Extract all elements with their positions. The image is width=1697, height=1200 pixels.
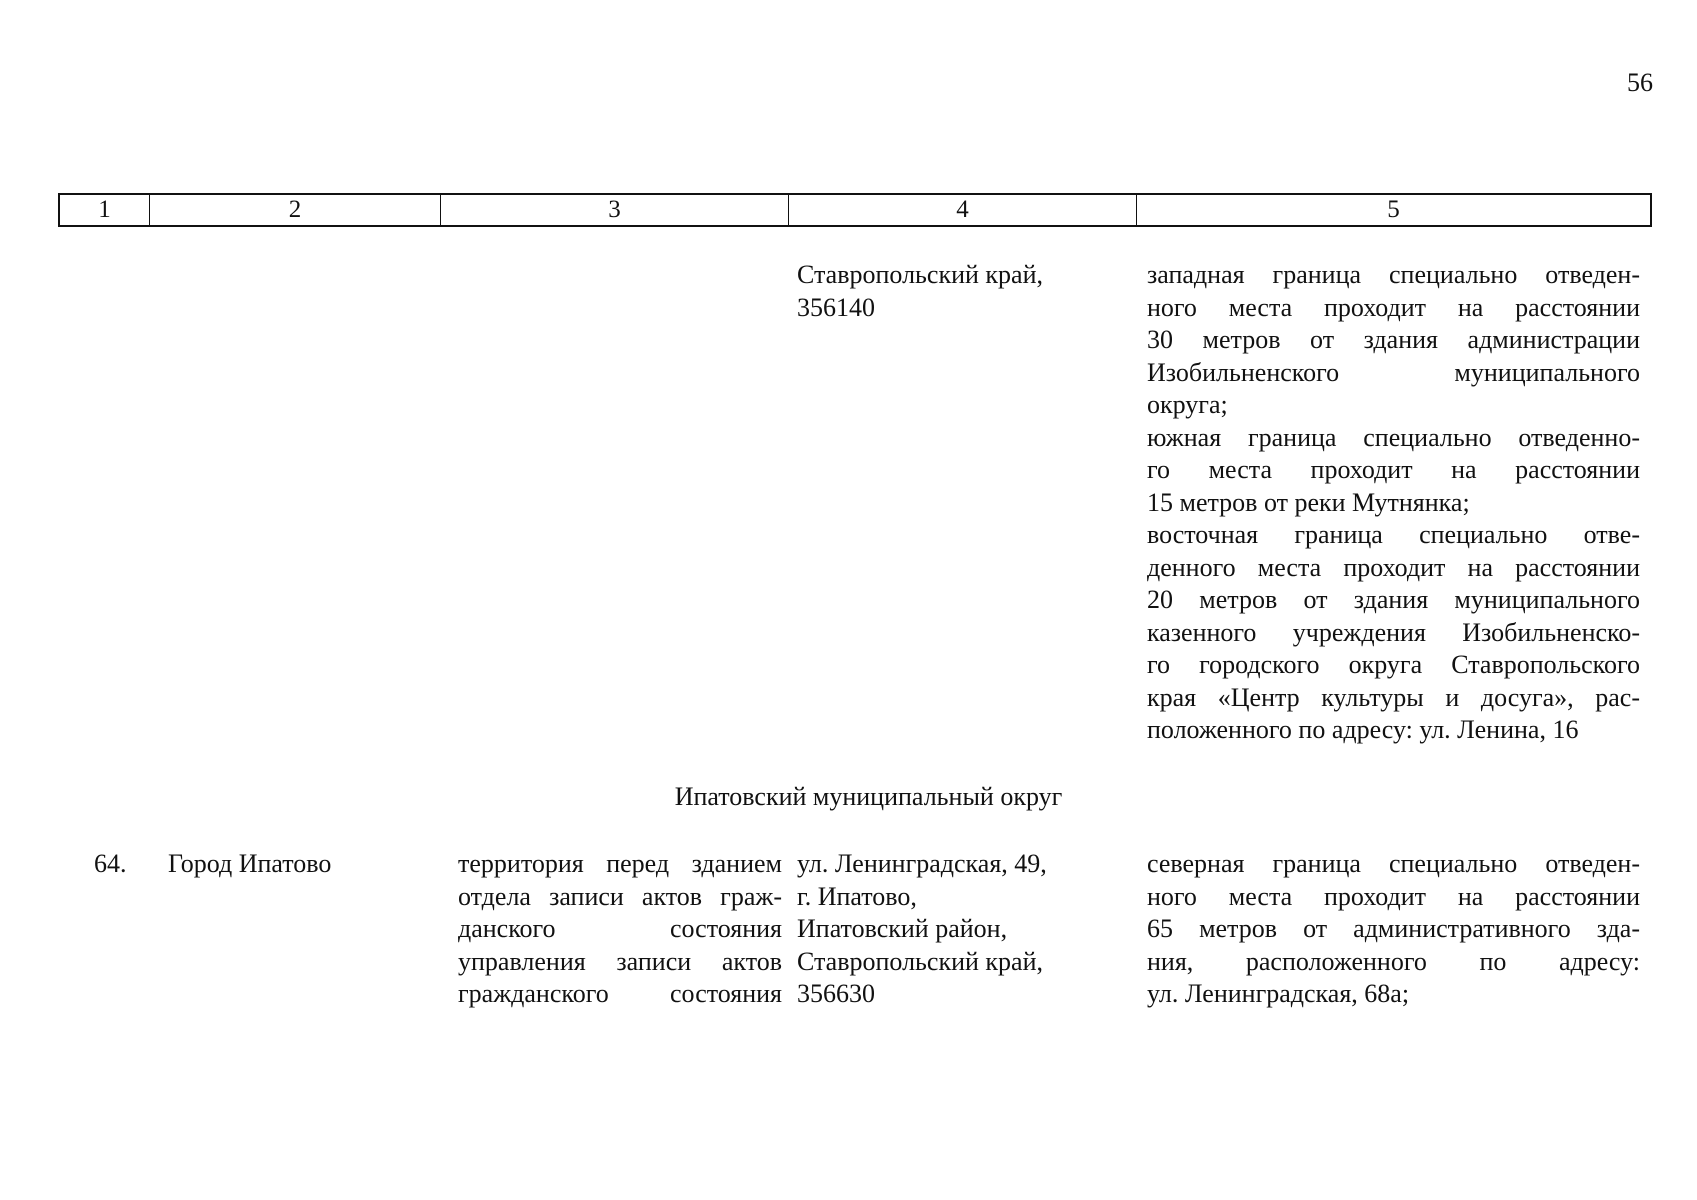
continued-row-address (797, 259, 1127, 324)
boundary-line: ул. Ленинградская, 68а; (1147, 979, 1410, 1008)
boundary-line: края «Центр культуры и досуга», рас- (1147, 682, 1640, 712)
boundary-line: южная граница специально отведенно- (1147, 422, 1640, 452)
page-number: 56 (1627, 68, 1653, 97)
boundary-line: денного места проходит на расстоянии (1147, 552, 1640, 582)
boundary-line: 15 метров от реки Мутнянка; (1147, 487, 1470, 517)
place-line: территория перед зданием (458, 849, 782, 878)
place-line: данского состояния (458, 914, 782, 943)
row-place-description (458, 848, 782, 1011)
column-header-3: 3 (441, 195, 789, 225)
boundary-line: округа; (1147, 390, 1228, 419)
boundary-line: казенного учреждения Изобильненско- (1147, 617, 1640, 647)
section-heading: Ипатовский муниципальный округ (674, 782, 1063, 811)
row-boundaries (1147, 848, 1640, 1011)
boundary-line: ного места проходит на расстоянии (1147, 881, 1640, 911)
column-header-1: 1 (60, 195, 150, 225)
column-header-5: 5 (1387, 196, 1400, 223)
address-line: 356140 (797, 292, 875, 322)
boundary-line: положенного по адресу: ул. Ленина, 16 (1147, 715, 1579, 744)
column-header-2: 2 (150, 195, 441, 225)
row-address (797, 848, 1127, 1011)
boundary-line: 65 метров от административного зда- (1147, 914, 1640, 943)
address-line: Ставропольский край, (797, 260, 1043, 289)
boundary-line: ного места проходит на расстоянии (1147, 292, 1640, 322)
continued-row-boundaries (1147, 259, 1640, 747)
row-number: 64. (94, 849, 127, 878)
boundary-line: 30 метров от здания администрации (1147, 325, 1640, 354)
row-locality: Город Ипатово (168, 849, 332, 878)
boundary-line: западная граница специально отведен- (1147, 260, 1640, 289)
place-line: гражданского состояния (458, 979, 782, 1008)
column-header-4: 4 (789, 195, 1137, 225)
address-line: г. Ипатово, (797, 881, 917, 911)
boundary-line: ния, расположенного по адресу: (1147, 946, 1640, 976)
address-line: ул. Ленинградская, 49, (797, 849, 1047, 878)
place-line: управления записи актов (458, 946, 782, 976)
boundary-line: го места проходит на расстоянии (1147, 455, 1640, 484)
boundary-line: 20 метров от здания муниципального (1147, 585, 1640, 614)
address-line: 356630 (797, 979, 875, 1008)
boundary-line: восточная граница специально отве- (1147, 520, 1640, 549)
address-line: Ипатовский район, (797, 914, 1008, 943)
place-line: отдела записи актов граж- (458, 881, 782, 911)
boundary-line: северная граница специально отведен- (1147, 849, 1640, 878)
address-line: Ставропольский край, (797, 946, 1043, 976)
column-header-table (58, 193, 1652, 227)
boundary-line: Изобильненского муниципального (1147, 357, 1640, 387)
boundary-line: го городского округа Ставропольского (1147, 650, 1640, 679)
